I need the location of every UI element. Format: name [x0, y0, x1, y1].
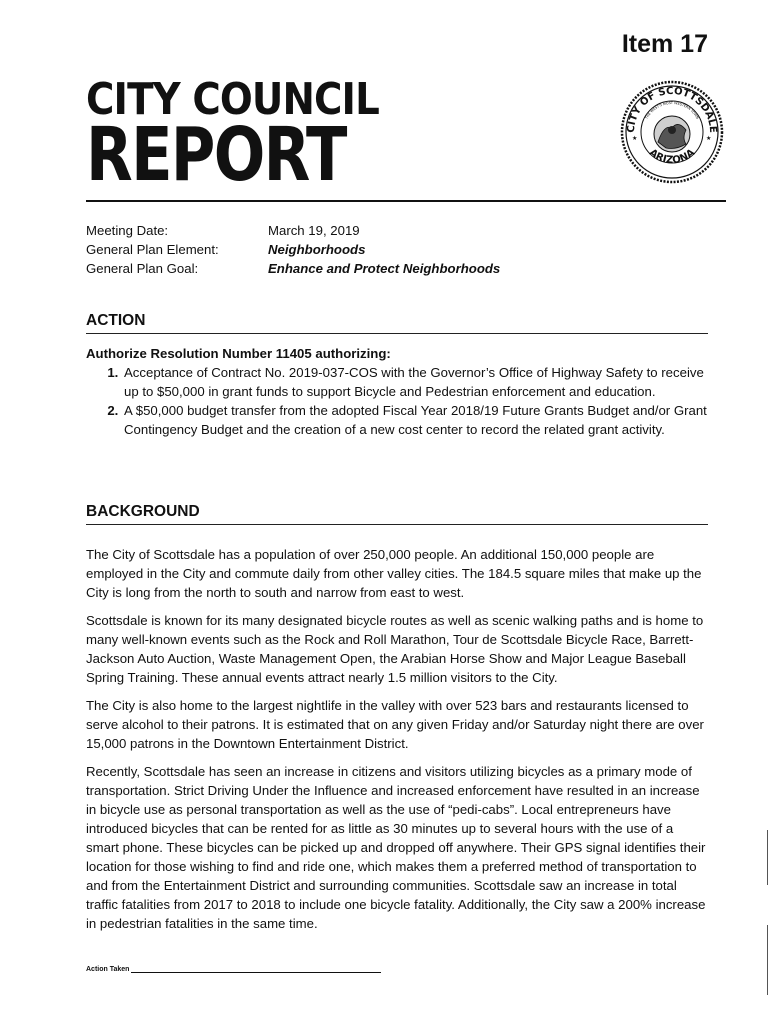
meeting-meta: [86, 221, 500, 278]
background-heading: BACKGROUND: [86, 503, 708, 525]
action-list: [86, 363, 708, 439]
svg-text:★: ★: [632, 135, 638, 142]
meta-label: General Plan Element:: [86, 242, 219, 257]
meta-value: Neighborhoods: [268, 242, 366, 257]
background-body: [86, 545, 708, 942]
action-taken-line: [131, 965, 381, 973]
seal-bottom-text: ARIZONA: [646, 147, 698, 167]
scan-margin-mark: [767, 925, 768, 995]
report-title-line2: REPORT: [86, 112, 346, 198]
meta-value: March 19, 2019: [268, 223, 360, 238]
meta-row-plan-goal: [86, 259, 500, 278]
paragraph: Scottsdale is known for its many designated bicycle routes as well as scenic walking paths and is home to many well-known events such as the Rock and Roll Marathon, Tour de Scottsdale Bicycle Race, Barrett-Jackson Auto Auction, Waste Management Open, the Arabian Horse Show and Major League Baseball Spring Training. These annual events attract nearly 1.5 million visitors to the City.: [86, 613, 704, 685]
report-title-line1: CITY COUNCIL: [86, 74, 379, 125]
seal-top-text: CITY OF SCOTTSDALE: [625, 85, 719, 134]
meta-row-meeting-date: [86, 221, 500, 240]
action-section: [86, 312, 708, 439]
item-number-label: Item 17: [621, 30, 708, 58]
action-taken-label: Action Taken: [86, 966, 130, 973]
paragraph: The City is also home to the largest nightlife in the valley with over 523 bars and restaurants licensed to serve alcohol to their patrons. It is estimated that on any given Friday and/or Saturday night there are over 15,000 patrons in the Downtown Entertainment District.: [86, 698, 704, 751]
background-section: [86, 503, 708, 525]
paragraph: The City of Scottsdale has a population of over 250,000 people. An additional 150,000 people are employed in the City and commute daily from other valley cities. The 184.5 square miles that make up the City is long from the north to south and narrow from east to west.: [86, 547, 702, 600]
meta-row-plan-element: [86, 240, 500, 259]
list-item: 2. A $50,000 budget transfer from the adopted Fiscal Year 2018/19 Future Grants Budget and/or Grant Contingency Budget and the creation of a new cost center to record the related grant activity.: [122, 401, 708, 439]
svg-text:★: ★: [706, 135, 712, 142]
header-rule: [86, 200, 726, 202]
meta-label: General Plan Goal:: [86, 261, 199, 276]
action-heading: ACTION: [86, 312, 708, 334]
action-taken-field: [86, 965, 381, 973]
seal-ring-text: THE WEST'S MOST WESTERN TOWN: [644, 100, 700, 120]
list-item: 1. Acceptance of Contract No. 2019-037-COS with the Governor’s Office of Highway Safety to receive up to $50,000 in grant funds to support Bicycle and Pedestrian enforcement and education.: [122, 363, 708, 401]
scan-margin-mark: [767, 830, 768, 885]
report-title: [86, 74, 419, 198]
city-seal-icon: [620, 80, 724, 184]
action-lead: Authorize Resolution Number 11405 authorizing:: [86, 346, 391, 361]
meta-value: Enhance and Protect Neighborhoods: [268, 261, 501, 276]
meta-label: Meeting Date:: [86, 223, 169, 238]
paragraph: Recently, Scottsdale has seen an increase in citizens and visitors utilizing bicycles as a primary mode of transportation. Strict Driving Under the Influence and increased enforcement have resulted in an increase in bicycle use as personal transportation as well as the use of “pedi-cabs”. Local entrepreneurs have introduced bicycles that can be rented for as little as 30 minutes up to several hours with the use of a smart phone. These bicycles can be picked up and dropped off anywhere. Their GPS signal identifies their location for those wishing to find and ride one, which makes them a preferred method of transportation to and from the Entertainment District and surrounding communities. Scottsdale saw an increase in total traffic fatalities from 2017 to 2018 to include one bicycle fatality. Additionally, the City saw a 200% increase in pedestrian fatalities in the same time.: [86, 764, 706, 931]
